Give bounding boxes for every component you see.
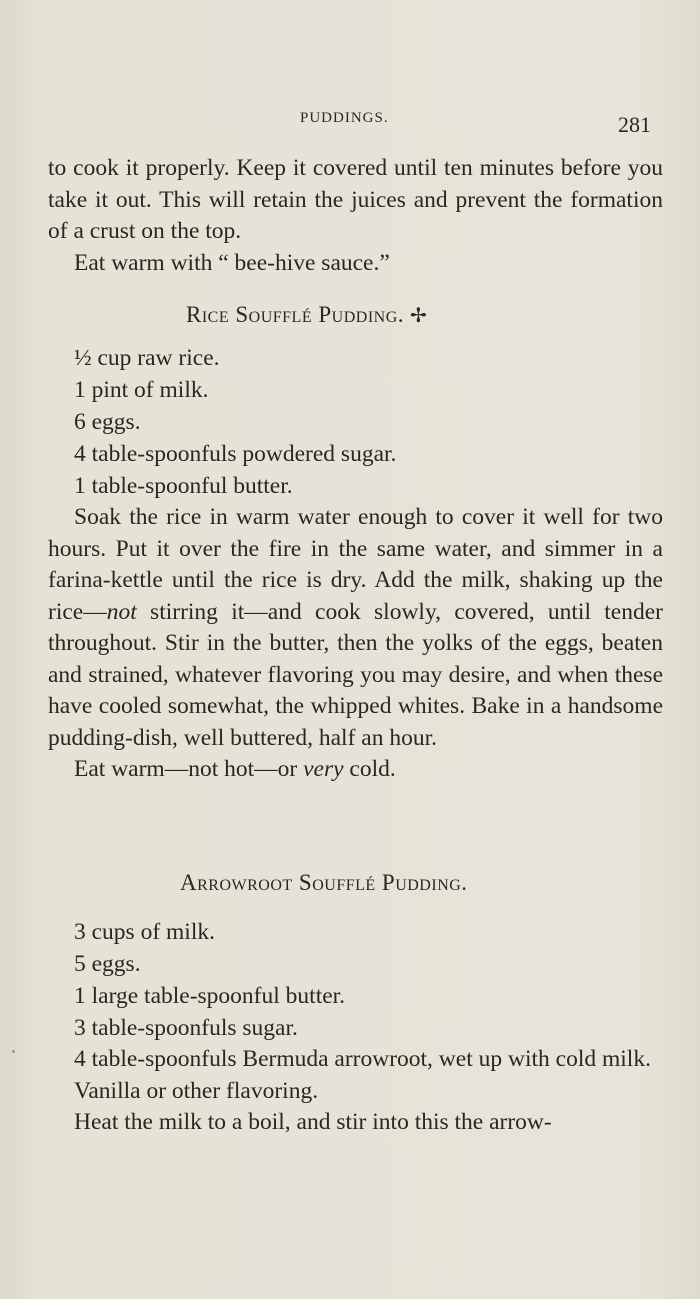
arrowroot-souffle-text: [48, 1044, 663, 1139]
recipe-title-arrowroot-souffle: Arrowroot Soufflé Pudding.: [180, 870, 468, 895]
ingredient-item: 4 table-spoonfuls powdered sugar.: [74, 441, 397, 467]
serving-note-end: cold.: [343, 756, 396, 782]
cross-mark-icon: ✢: [410, 305, 428, 327]
page-number: 281: [618, 112, 651, 137]
intro-text: [48, 153, 663, 279]
recipe-title-rice-souffle: [186, 302, 427, 328]
ingredient-item: 5 eggs.: [74, 951, 141, 977]
ingredient-item: 1 large table-spoonful butter.: [74, 983, 346, 1009]
emphasis-very: very: [303, 756, 344, 782]
ingredient-item: 1 pint of milk.: [74, 377, 209, 403]
sauce-note: Eat warm with “ bee-hive sauce.”: [74, 249, 390, 276]
ingredient-list-arrowroot-souffle: [74, 916, 345, 1044]
page-blemish: [12, 1050, 15, 1053]
running-head: PUDDINGS.: [300, 110, 389, 126]
instructions-text-continued: stirring it—and cook slowly, covered, until tender throughout. Stir in the butter, then the yolks of the eggs, beaten and strained, whatever flavoring you may desire, and when these have cooled somewhat, the whipped whites. Bake in a handsome pudding-dish, well buttered, half an hour.: [48, 598, 663, 751]
serving-note-text: Eat warm—not hot—or: [74, 756, 304, 782]
flavoring-ingredient: Vanilla or other flavoring.: [74, 1077, 319, 1104]
instructions-paragraph: [48, 502, 663, 754]
emphasis-not: not: [106, 598, 137, 625]
rice-souffle-instructions: [48, 502, 663, 786]
instructions-text: Soak the rice in warm water enough to cover it well for two hours. Put it over the fire in the same water, and simmer in a farina-kettle until the rice is dry. Add the milk, shaking up the rice—: [48, 504, 663, 625]
ingredient-item: 1 table-spoonful butter.: [74, 473, 293, 499]
arrowroot-ingredient: 4 table-spoonfuls Bermuda arrowroot, wet up with cold milk.: [74, 1046, 651, 1072]
recipe-title-text: Rice Soufflé Pudding.: [186, 302, 405, 327]
instructions-start: Heat the milk to a boil, and stir into this the arrow-: [74, 1109, 552, 1135]
ingredient-item: 3 table-spoonfuls sugar.: [74, 1015, 298, 1041]
ingredient-item: ½ cup raw rice.: [74, 345, 220, 371]
serving-note: [48, 754, 663, 786]
ingredient-item: 3 cups of milk.: [74, 919, 215, 945]
ingredient-item: 6 eggs.: [74, 409, 141, 435]
intro-paragraph: to cook it properly. Keep it covered until ten minutes before you take it out. This will retain the juices and prevent the formation of a crust on the top.: [48, 155, 663, 244]
ingredient-list-rice-souffle: [74, 342, 396, 502]
